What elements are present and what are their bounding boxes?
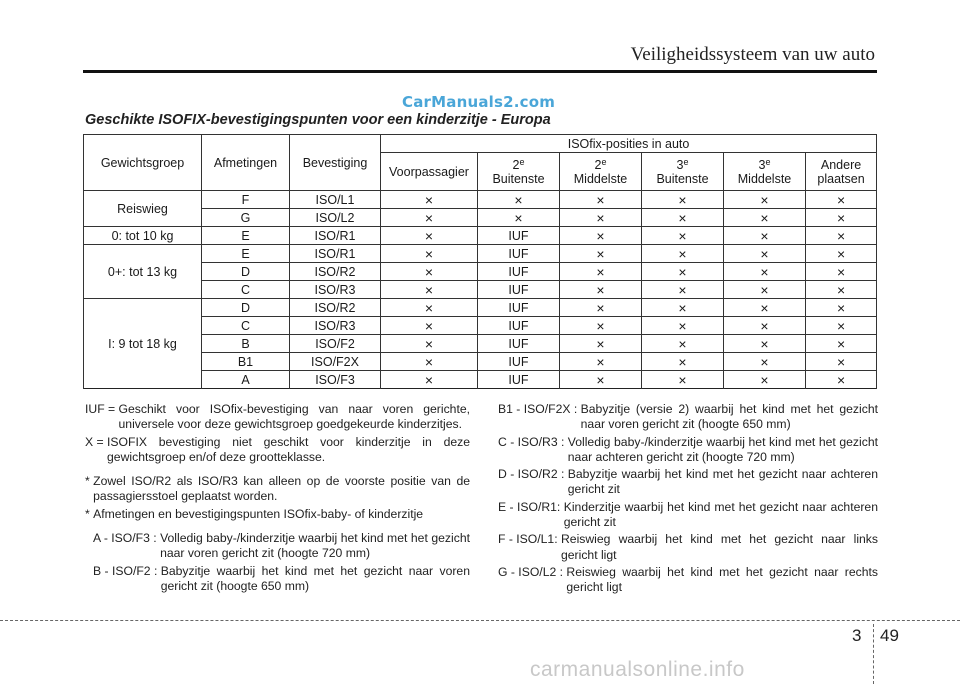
position-cell: IUF [478,353,560,371]
position-cell: IUF [478,263,560,281]
fixture-cell: ISO/R1 [290,245,381,263]
position-cell: × [724,245,806,263]
header-weight-group: Gewichtsgroep [84,135,202,191]
table-row [84,227,877,245]
header-pos-other: Andere plaatsen [806,153,877,191]
note-iuf: IUF = Geschikt voor ISOfix-bevestiging van naar voren gerichte, universele voor deze gewichtsgroep goedgekeurde kinderzitjes. [85,402,470,432]
header-pos-3-mid: 3e Middelste [724,153,806,191]
size-cell: A [202,371,290,389]
fixture-cell: ISO/F2X [290,353,381,371]
notes-left [85,402,470,596]
header-positions: ISOfix-posities in auto [381,135,877,153]
position-cell: × [724,191,806,209]
table-row [84,299,877,317]
position-cell: × [642,263,724,281]
note-size-e: E - ISO/R1: Kinderzitje waarbij het kind met het gezicht naar achteren gericht zit [498,499,878,530]
fixture-cell: ISO/L1 [290,191,381,209]
position-cell: × [724,371,806,389]
position-cell: × [560,245,642,263]
position-cell: × [642,281,724,299]
position-cell: × [381,299,478,317]
position-cell: IUF [478,299,560,317]
position-cell: × [478,191,560,209]
position-cell: × [724,317,806,335]
watermark-bottom[interactable]: carmanualsonline.info [530,658,745,681]
note-x: X = ISOFIX bevestiging niet geschikt voor kinderzitje in deze gewichtsgroep en/of deze grootteklasse. [85,434,470,464]
position-cell: × [806,227,877,245]
position-cell: × [724,335,806,353]
position-cell: × [642,299,724,317]
position-cell: IUF [478,335,560,353]
position-cell: × [642,335,724,353]
position-cell: × [724,227,806,245]
position-cell: IUF [478,245,560,263]
position-cell: × [806,245,877,263]
note-star-1: * Zowel ISO/R2 als ISO/R3 kan alleen op de voorste positie van de passagiersstoel geplaatst worden. [85,474,470,504]
weight-group-cell: 0: tot 10 kg [84,227,202,245]
fixture-cell: ISO/L2 [290,209,381,227]
position-cell: × [806,317,877,335]
position-cell: × [560,263,642,281]
header-rule [83,70,877,73]
position-cell: × [381,335,478,353]
note-size-g: G - ISO/L2 : Reiswieg waarbij het kind met het gezicht naar rechts gericht ligt [498,564,878,595]
page-divider [873,624,874,684]
position-cell: × [381,371,478,389]
page-number: 49 [880,626,899,645]
header-pos-3-outer: 3e Buitenste [642,153,724,191]
position-cell: × [381,209,478,227]
position-cell: × [642,227,724,245]
size-cell: E [202,245,290,263]
isofix-table [83,134,877,389]
table-row [84,209,877,227]
position-cell: × [560,227,642,245]
size-cell: D [202,263,290,281]
table-row [84,191,877,209]
position-cell: × [381,281,478,299]
position-cell: × [560,335,642,353]
table-row [84,353,877,371]
table-row [84,317,877,335]
table-row [84,263,877,281]
position-cell: × [381,317,478,335]
note-size-b: B - ISO/F2 : Babyzitje waarbij het kind met het gezicht naar voren gericht zit (hoogte 650 mm) [93,563,470,593]
position-cell: × [560,191,642,209]
footer-rule [0,620,960,621]
weight-group-cell: I: 9 tot 18 kg [84,299,202,389]
position-cell: × [642,317,724,335]
header-pos-2-outer: 2e Buitenste [478,153,560,191]
position-cell: × [642,371,724,389]
size-cell: B [202,335,290,353]
note-size-a: A - ISO/F3 : Volledig baby-/kinderzitje waarbij het kind met het gezicht naar voren gericht zit (hoogte 720 mm) [93,531,470,561]
fixture-cell: ISO/R1 [290,227,381,245]
header-fixture: Bevestiging [290,135,381,191]
position-cell: IUF [478,371,560,389]
position-cell: × [642,353,724,371]
size-cell: G [202,209,290,227]
page-chapter: 3 [852,626,862,645]
position-cell: × [381,245,478,263]
position-cell: × [806,371,877,389]
note-star-2: * Afmetingen en bevestigingspunten ISOfix-baby- of kinderzitje [85,506,424,521]
position-cell: × [560,317,642,335]
table-row [84,335,877,353]
position-cell: × [381,353,478,371]
position-cell: IUF [478,317,560,335]
position-cell: × [381,263,478,281]
size-cell: B1 [202,353,290,371]
position-cell: × [478,209,560,227]
table-row [84,281,877,299]
weight-group-cell: Reiswieg [84,191,202,227]
position-cell: × [806,353,877,371]
position-cell: × [724,281,806,299]
position-cell: × [806,281,877,299]
size-cell: C [202,281,290,299]
position-cell: IUF [478,281,560,299]
table-row [84,371,877,389]
fixture-cell: ISO/F2 [290,335,381,353]
fixture-cell: ISO/R3 [290,281,381,299]
weight-group-cell: 0+: tot 13 kg [84,245,202,299]
position-cell: × [560,353,642,371]
position-cell: × [560,371,642,389]
size-cell: C [202,317,290,335]
position-cell: × [806,263,877,281]
header-pos-passenger: Voorpassagier [381,153,478,191]
note-size-c: C - ISO/R3 : Volledig baby-/kinderzitje waarbij het kind met het gezicht naar achteren gericht zit (hoogte 720 mm) [498,434,878,464]
position-cell: × [560,299,642,317]
table-row [84,245,877,263]
fixture-cell: ISO/R2 [290,299,381,317]
fixture-cell: ISO/R3 [290,317,381,335]
header-title: Veiligheidssysteem van uw auto [630,44,875,65]
position-cell: × [724,209,806,227]
position-cell: × [724,353,806,371]
watermark-top[interactable]: CarManuals2.com [402,93,556,111]
section-title: Geschikte ISOFIX-bevestigingspunten voor een kinderzitje - Europa [85,112,551,128]
fixture-cell: ISO/R2 [290,263,381,281]
position-cell: × [560,209,642,227]
position-cell: × [560,281,642,299]
position-cell: × [724,299,806,317]
position-cell: IUF [478,227,560,245]
position-cell: × [642,209,724,227]
position-cell: × [806,209,877,227]
notes-right [498,402,878,598]
header-pos-2-mid: 2e Middelste [560,153,642,191]
position-cell: × [806,191,877,209]
fixture-cell: ISO/F3 [290,371,381,389]
position-cell: × [381,191,478,209]
position-cell: × [806,299,877,317]
note-size-d: D - ISO/R2 : Babyzitje waarbij het kind met het gezicht naar achteren gericht zit [498,467,878,497]
note-size-f: F - ISO/L1: Reiswieg waarbij het kind met het gezicht naar links gericht ligt [498,532,878,562]
position-cell: × [642,245,724,263]
header-size: Afmetingen [202,135,290,191]
size-cell: E [202,227,290,245]
position-cell: × [381,227,478,245]
position-cell: × [642,191,724,209]
size-cell: F [202,191,290,209]
position-cell: × [806,335,877,353]
position-cell: × [724,263,806,281]
note-size-b1: B1 - ISO/F2X : Babyzitje (versie 2) waarbij het kind met het gezicht naar voren gericht zit (hoogte 650 mm) [498,402,878,432]
size-cell: D [202,299,290,317]
